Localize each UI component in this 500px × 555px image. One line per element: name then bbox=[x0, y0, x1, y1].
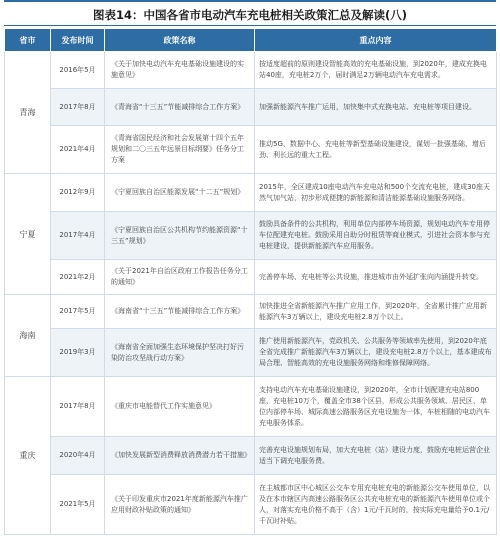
table-row bbox=[5, 52, 497, 89]
province-cell: 宁夏 bbox=[5, 174, 51, 295]
province-cell: 海南 bbox=[5, 295, 51, 377]
date-cell: 2017年5月 bbox=[51, 295, 105, 329]
content-cell: 完善停车场、充电桩等公共设施，推进城市由外延扩张向内涵提升转变。 bbox=[255, 260, 497, 295]
content-cell: 完善充电设施规划布局，加大充电桩（站）建设力度，鼓励充电桩运营企业适当下调充电服务费。 bbox=[255, 437, 497, 475]
policy-name-cell: 《青海省国民经济和社会发展第十四个五年规划和二〇三五年远景目标纲要》任务分工方案 bbox=[105, 126, 255, 174]
date-cell: 2017年4月 bbox=[51, 212, 105, 260]
content-cell: 按适度超前的原则建设智能高效的充电基础设施，到2020年，建成充换电站40座，充电桩2万个，届时满足2万辆电动汽车充电需求。 bbox=[255, 52, 497, 89]
table-row bbox=[5, 329, 497, 377]
policy-name-cell: 《关于2021年自治区政府工作报告任务分工的通知》 bbox=[105, 260, 255, 295]
table-row bbox=[5, 260, 497, 295]
content-cell: 加快推进全省新能源汽车推广应用工作，到2020年，全省累计推广应用新能源汽车3万辆以上，建设充电桩2.8万个以上。 bbox=[255, 295, 497, 329]
province-cell: 重庆 bbox=[5, 377, 51, 535]
header-policy-name: 政策名称 bbox=[105, 29, 255, 52]
policy-name-cell: 《重庆市电能替代工作实施意见》 bbox=[105, 377, 255, 437]
policy-name-cell: 《关于印发重庆市2021年度新能源汽车推广应用财政补贴政策的通知》 bbox=[105, 475, 255, 535]
content-cell: 推动5G、数据中心、充电桩等新型基础设施建设，谋划一批强基础、增后劲、利长远的重大工程。 bbox=[255, 126, 497, 174]
header-date: 发布时间 bbox=[51, 29, 105, 52]
table-row bbox=[5, 295, 497, 329]
date-cell: 2020年4月 bbox=[51, 437, 105, 475]
header-province: 省市 bbox=[5, 29, 51, 52]
policy-name-cell: 《宁夏回族自治区公共机构节约能源资源“十三五”规划》 bbox=[105, 212, 255, 260]
date-cell: 2016年5月 bbox=[51, 52, 105, 89]
content-cell: 推广使用新能源汽车，党政机关、公共服务等领域率先使用，到2020年底全省完成推广新能源汽车3万辆以上，建设充电桩2.8万个以上，基本建成布局合理、智能高效的充电设施服务网络和维修保障网络。 bbox=[255, 329, 497, 377]
policy-name-cell: 《青海省“十三五”节能减排综合工作方案》 bbox=[105, 89, 255, 126]
policy-name-cell: 《海南省“十三五”节能减排综合工作方案》 bbox=[105, 295, 255, 329]
chart-title: 图表14：中国各省市电动汽车充电桩相关政策汇总及解读(八) bbox=[4, 0, 496, 26]
policy-name-cell: 《关于加快电动汽车充电基础设施建设的实施意见》 bbox=[105, 52, 255, 89]
table-row bbox=[5, 212, 497, 260]
content-cell: 加强新能源汽车推广运用，加快集中式充换电站、充电桩等项目建设。 bbox=[255, 89, 497, 126]
table-row bbox=[5, 89, 497, 126]
policy-name-cell: 《海南省全面加强生态环境保护坚决打好污染防治攻坚战行动方案》 bbox=[105, 329, 255, 377]
date-cell: 2017年8月 bbox=[51, 377, 105, 437]
table-row bbox=[5, 126, 497, 174]
table-row bbox=[5, 437, 497, 475]
policy-name-cell: 《宁夏回族自治区能源发展“十二五”规划》 bbox=[105, 174, 255, 212]
date-cell: 2019年3月 bbox=[51, 329, 105, 377]
date-cell: 2021年5月 bbox=[51, 475, 105, 535]
table-row bbox=[5, 174, 497, 212]
content-cell: 2015年，全区建成10座电动汽车充电站和500个交流充电桩，建成30座天然气加气站，初步形成便捷的新能源和清洁能源基础设施服务网络。 bbox=[255, 174, 497, 212]
date-cell: 2017年8月 bbox=[51, 89, 105, 126]
date-cell: 2012年9月 bbox=[51, 174, 105, 212]
table-row bbox=[5, 377, 497, 437]
content-cell: 鼓励具备条件的公共机构，利用单位内部停车场资源，规划电动汽车专用停车位配建充电桩。鼓励采用自助分时租赁等商业模式，引进社会资本参与充电桩建设，提供新能源汽车应用服务。 bbox=[255, 212, 497, 260]
content-cell: 在主城都市区中心城区公交车专用充电桩充电的新能源公交车使用单位，以及在本市辖区内高速公路服务区公共充电桩充电的新能源汽车使用单位或个人，对落实充电价格不高于（含）1元/千瓦时的，按实际充电量给予0.1元/千瓦时补贴。 bbox=[255, 475, 497, 535]
header-row bbox=[5, 29, 497, 52]
header-key-content: 重点内容 bbox=[255, 29, 497, 52]
policy-name-cell: 《加快发展新型消费释放消费潜力若干措施》 bbox=[105, 437, 255, 475]
date-cell: 2021年2月 bbox=[51, 260, 105, 295]
province-cell: 青海 bbox=[5, 52, 51, 174]
policy-table bbox=[4, 28, 497, 535]
date-cell: 2021年4月 bbox=[51, 126, 105, 174]
table-row bbox=[5, 475, 497, 535]
content-cell: 支持电动汽车充电基础设施建设，到2020年，全市计划配建充电站800座、充电桩10万个，覆盖全市38个区县，形成公共服务领域、居民区、单位内部停车场、城际高速公路服务区充电设施为一体，车桩相随的电动汽车充电服务体系。 bbox=[255, 377, 497, 437]
